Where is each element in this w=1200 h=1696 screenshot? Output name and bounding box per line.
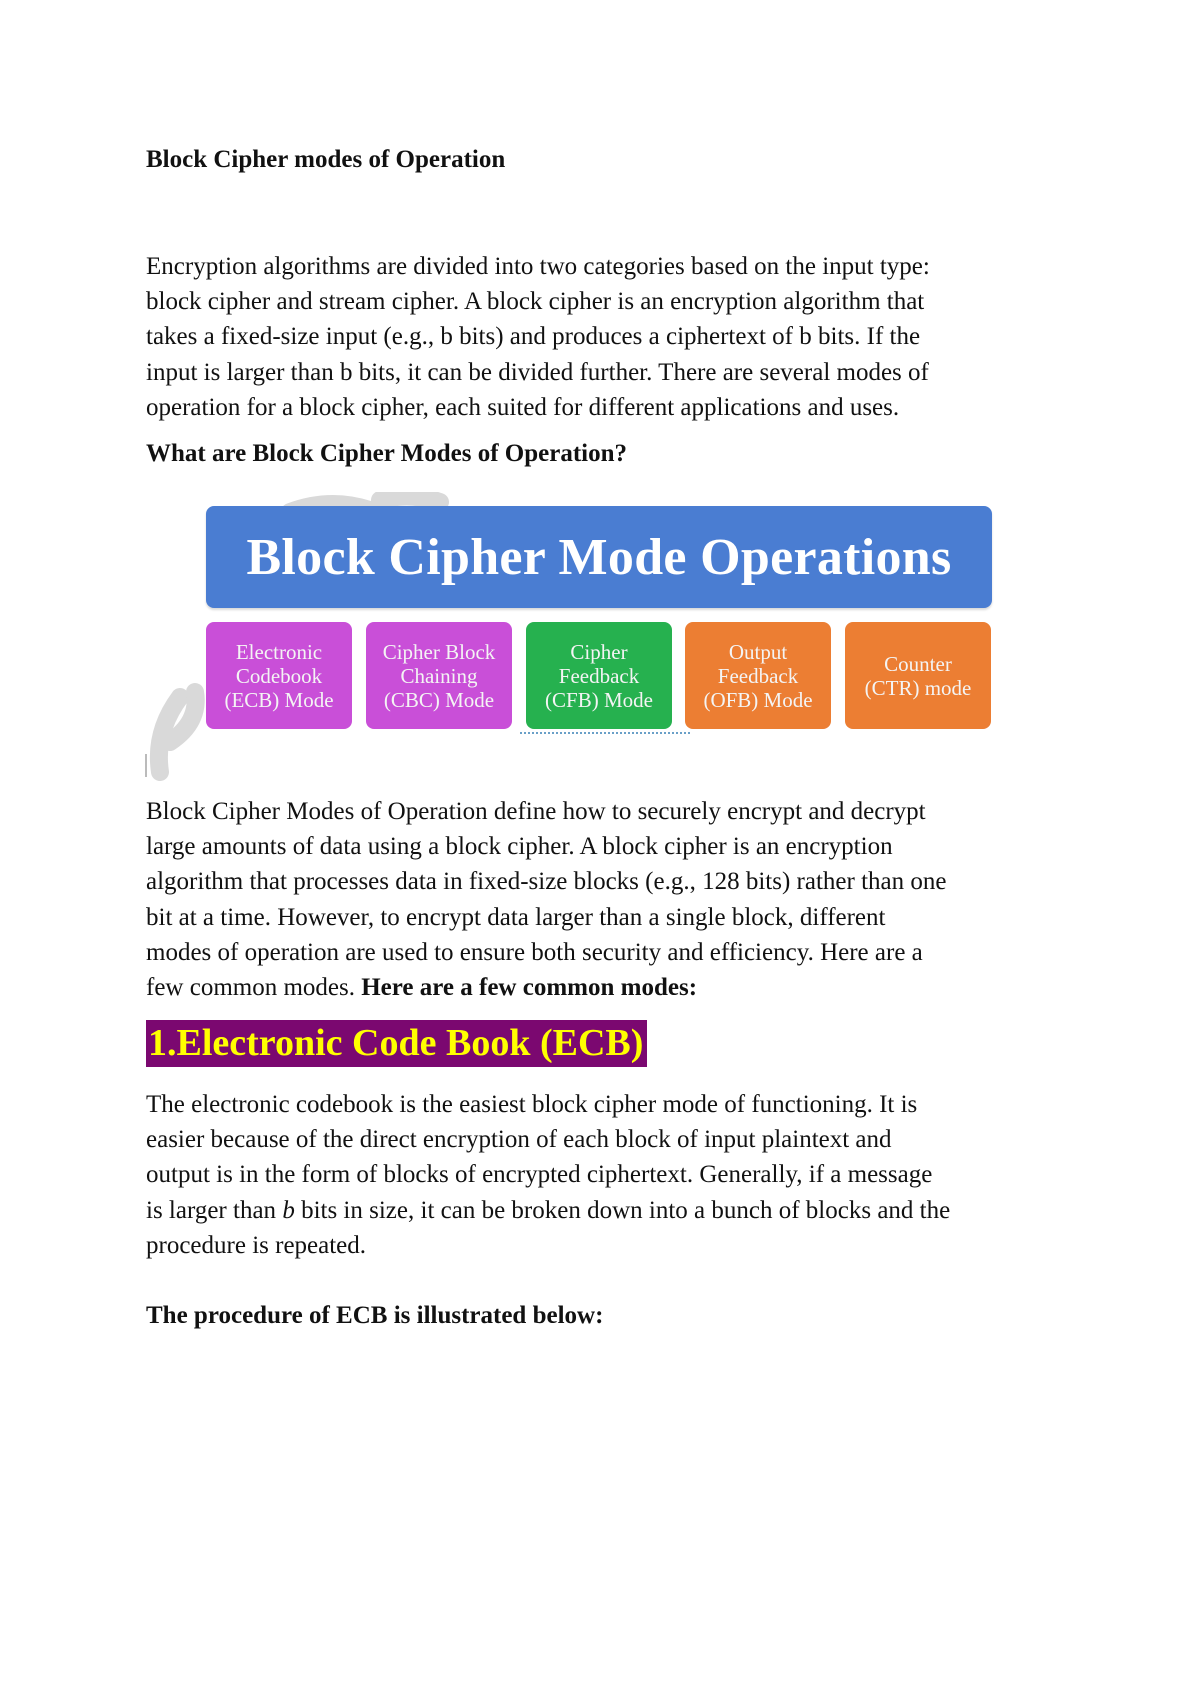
- text-line: input is larger than b bits, it can be divided further. There are several modes of: [146, 358, 929, 386]
- mode-box-cbc: [366, 622, 512, 729]
- text-line: [146, 1193, 1076, 1228]
- text-line: output is in the form of blocks of encrypted ciphertext. Generally, if a message: [146, 1161, 933, 1189]
- procedure-heading: The procedure of ECB is illustrated below:: [146, 1302, 604, 1329]
- text-plain: few common modes.: [146, 974, 362, 1002]
- text-bold: Here are a few common modes:: [361, 974, 698, 1002]
- mode-label-line: (CTR) mode: [864, 675, 972, 700]
- text-line: [146, 970, 1076, 1005]
- block-cipher-modes-diagram: [140, 492, 1020, 782]
- ecb-section-heading: 1.Electronic Code Book (ECB): [146, 1020, 647, 1067]
- text-italic: b: [282, 1196, 295, 1224]
- text-line: modes of operation are used to ensure both security and efficiency. Here are a: [146, 938, 923, 966]
- mode-label-line: Codebook: [235, 663, 323, 688]
- text-line: algorithm that processes data in fixed-size blocks (e.g., 128 bits) rather than one: [146, 868, 947, 896]
- text-line: easier because of the direct encryption of each block of input plaintext and: [146, 1126, 892, 1154]
- intro-paragraph: [146, 249, 1076, 425]
- mode-label-line: Cipher Block: [382, 639, 496, 664]
- mode-label-line: (CFB) Mode: [545, 687, 653, 712]
- text-line: procedure is repeated.: [146, 1231, 367, 1259]
- text-line: Encryption algorithms are divided into two categories based on the input type:: [146, 253, 930, 280]
- mode-label-line: Output: [728, 639, 788, 664]
- text-line: The electronic codebook is the easiest block cipher mode of functioning. It is: [146, 1091, 918, 1118]
- section-heading-what-are-modes: What are Block Cipher Modes of Operation?: [146, 440, 628, 467]
- modes-paragraph: [146, 794, 1076, 1005]
- mode-label-line: Counter: [884, 651, 952, 676]
- diagram-banner: Block Cipher Mode Operations: [206, 506, 992, 608]
- text-line: takes a fixed-size input (e.g., b bits) and produces a ciphertext of b bits. If the: [146, 323, 921, 351]
- mode-box-cfb: [526, 622, 672, 729]
- mode-label-line: Cipher: [570, 639, 628, 664]
- mode-box-ctr: [845, 622, 991, 729]
- text-line: operation for a block cipher, each suited for different applications and uses.: [146, 393, 900, 421]
- mode-label-line: Feedback: [717, 663, 799, 688]
- mode-label-line: (ECB) Mode: [224, 687, 334, 712]
- text-line: large amounts of data using a block cipher. A block cipher is an encryption: [146, 833, 893, 861]
- mode-label-line: Electronic: [235, 639, 323, 664]
- mode-box-ecb: [206, 622, 352, 729]
- ecb-paragraph: [146, 1087, 1076, 1263]
- text-line: block cipher and stream cipher. A block cipher is an encryption algorithm that: [146, 288, 925, 316]
- document-title: Block Cipher modes of Operation: [146, 146, 506, 173]
- mode-label-line: (CBC) Mode: [383, 687, 495, 712]
- dotted-divider: [520, 732, 690, 734]
- text-line: Block Cipher Modes of Operation define how to securely encrypt and decrypt: [146, 798, 926, 825]
- mode-label-line: Feedback: [558, 663, 640, 688]
- text-plain: bits in size, it can be broken down into a bunch of blocks and the: [294, 1196, 951, 1224]
- mode-label-line: Chaining: [400, 663, 478, 688]
- text-plain: is larger than: [146, 1196, 283, 1224]
- mode-box-ofb: [685, 622, 831, 729]
- mode-label-line: (OFB) Mode: [703, 687, 813, 712]
- text-line: bit at a time. However, to encrypt data larger than a single block, different: [146, 903, 886, 931]
